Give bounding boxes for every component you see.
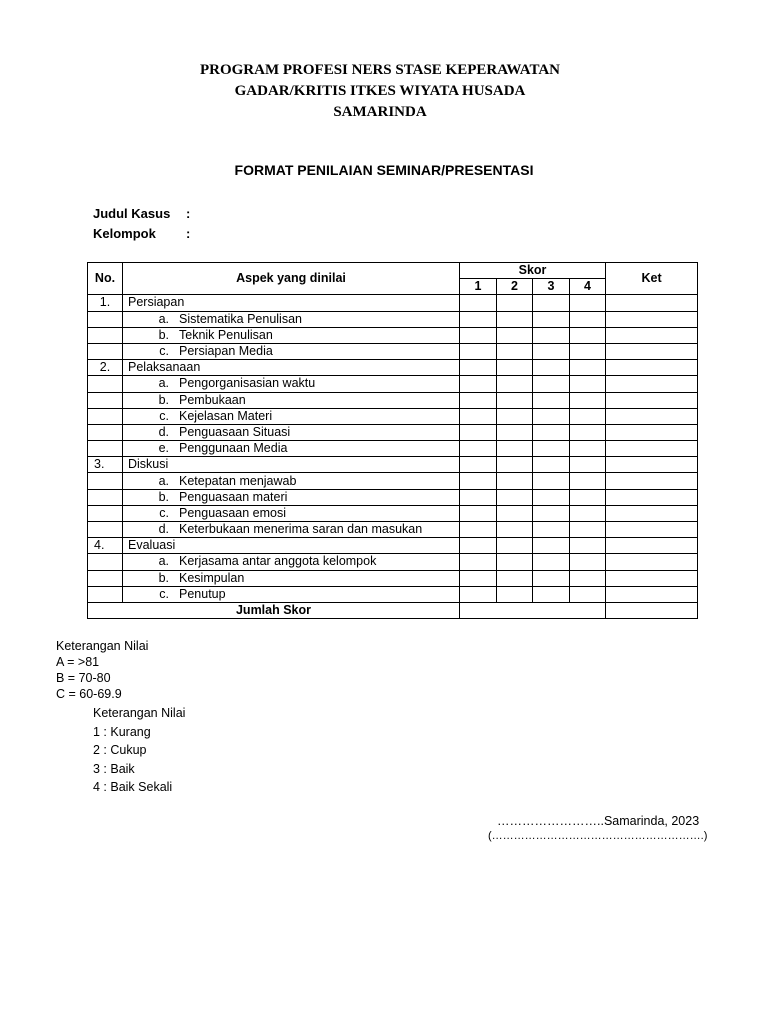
ket-cell[interactable]: [606, 295, 698, 311]
item-row: [88, 392, 698, 408]
item-number-cell: [88, 473, 123, 489]
score-cell-1[interactable]: [460, 522, 497, 538]
score-cell-4[interactable]: [570, 343, 606, 359]
score-cell-3[interactable]: [533, 586, 570, 602]
score-cell-3[interactable]: [533, 424, 570, 440]
legend-nilai-title: Keterangan Nilai: [56, 639, 149, 653]
item-label: Sistematika Penulisan: [179, 311, 302, 326]
score-cell-1[interactable]: [460, 473, 497, 489]
item-letter: b.: [158, 392, 169, 407]
section-label: Persiapan: [123, 295, 460, 311]
item-label: Penguasaan materi: [179, 489, 288, 504]
score-cell-4[interactable]: [570, 570, 606, 586]
item-label: Penguasaan emosi: [179, 505, 287, 520]
score-cell-4[interactable]: [570, 538, 606, 554]
item-letter: c.: [159, 344, 169, 359]
legend-skor: [93, 704, 185, 797]
score-cell-2[interactable]: [497, 376, 533, 392]
section-row: [88, 538, 698, 554]
item-cell: [123, 424, 460, 440]
section-number: 3.: [88, 457, 123, 473]
ket-cell[interactable]: [606, 586, 698, 602]
item-number-cell: [88, 522, 123, 538]
score-cell-2[interactable]: [497, 311, 533, 327]
item-letter: c.: [159, 408, 169, 423]
item-cell: [123, 473, 460, 489]
assessment-table: [87, 262, 698, 619]
item-row: [88, 554, 698, 570]
score-cell-2[interactable]: [497, 522, 533, 538]
score-cell-4[interactable]: [570, 360, 606, 376]
score-cell-3[interactable]: [533, 441, 570, 457]
item-number-cell: [88, 554, 123, 570]
item-row: [88, 343, 698, 359]
score-cell-2[interactable]: [497, 327, 533, 343]
score-cell-1[interactable]: [460, 538, 497, 554]
score-cell-2[interactable]: [497, 343, 533, 359]
item-label: Penguasaan Situasi: [179, 424, 291, 439]
score-cell-4[interactable]: [570, 311, 606, 327]
score-cell-1[interactable]: [460, 457, 497, 473]
judul-kasus-label: Judul Kasus: [93, 206, 171, 221]
section-label: Diskusi: [123, 457, 460, 473]
item-row: [88, 586, 698, 602]
item-cell: [123, 327, 460, 343]
col-header-score-3: 3: [533, 279, 570, 295]
legend-skor-line: 1 : Kurang: [93, 724, 151, 739]
item-label: Penutup: [179, 586, 226, 601]
score-cell-1[interactable]: [460, 295, 497, 311]
ket-cell[interactable]: [606, 343, 698, 359]
item-number-cell: [88, 505, 123, 521]
score-cell-4[interactable]: [570, 586, 606, 602]
score-cell-4[interactable]: [570, 408, 606, 424]
score-cell-3[interactable]: [533, 408, 570, 424]
item-label: Pengorganisasian waktu: [179, 376, 316, 391]
score-cell-2[interactable]: [497, 408, 533, 424]
score-cell-3[interactable]: [533, 343, 570, 359]
item-letter: b.: [158, 570, 169, 585]
legend-skor-line: 4 : Baik Sekali: [93, 780, 173, 794]
item-number-cell: [88, 424, 123, 440]
score-cell-1[interactable]: [460, 408, 497, 424]
score-cell-2[interactable]: [497, 538, 533, 554]
item-cell: [123, 311, 460, 327]
col-header-skor: Skor: [460, 263, 606, 279]
item-cell: [123, 392, 460, 408]
item-cell: [123, 376, 460, 392]
program-title-line2: GADAR/KRITIS ITKES WIYATA HUSADA: [234, 83, 526, 99]
item-label: Penggunaan Media: [179, 441, 288, 456]
kelompok-label: Kelompok: [93, 226, 156, 241]
score-cell-2[interactable]: [497, 473, 533, 489]
ket-cell[interactable]: [606, 327, 698, 343]
score-cell-2[interactable]: [497, 570, 533, 586]
col-header-ket: Ket: [606, 263, 698, 295]
item-letter: a.: [158, 311, 169, 326]
item-row: [88, 441, 698, 457]
score-cell-1[interactable]: [460, 554, 497, 570]
score-cell-4[interactable]: [570, 392, 606, 408]
score-cell-2[interactable]: [497, 586, 533, 602]
legend-nilai-line: A = >81: [56, 655, 100, 669]
item-cell: [123, 408, 460, 424]
item-label: Kejelasan Materi: [179, 408, 273, 423]
legend-skor-line: 2 : Cukup: [93, 743, 147, 757]
program-title-line3: SAMARINDA: [333, 104, 427, 120]
item-letter: a.: [158, 376, 169, 391]
item-label: Ketepatan menjawab: [179, 473, 297, 488]
form-title: FORMAT PENILAIAN SEMINAR/PRESENTASI: [234, 162, 534, 178]
score-cell-2[interactable]: [497, 392, 533, 408]
item-row: [88, 570, 698, 586]
score-cell-2[interactable]: [497, 424, 533, 440]
item-row: [88, 522, 698, 538]
score-cell-1[interactable]: [460, 441, 497, 457]
score-cell-3[interactable]: [533, 505, 570, 521]
item-letter: a.: [158, 473, 169, 488]
kelompok-colon: :: [186, 226, 191, 241]
score-cell-2[interactable]: [497, 489, 533, 505]
kelompok-field: [93, 226, 191, 241]
item-letter: e.: [158, 441, 169, 456]
ket-cell[interactable]: [606, 424, 698, 440]
score-cell-4[interactable]: [570, 327, 606, 343]
item-label: Keterbukaan menerima saran dan masukan: [179, 522, 423, 537]
score-cell-1[interactable]: [460, 570, 497, 586]
col-header-score-1: 1: [460, 279, 497, 295]
item-number-cell: [88, 586, 123, 602]
item-number-cell: [88, 311, 123, 327]
score-cell-4[interactable]: [570, 489, 606, 505]
item-cell: [123, 570, 460, 586]
item-cell: [123, 522, 460, 538]
col-header-score-2: 2: [497, 279, 533, 295]
judul-kasus-field: [93, 206, 191, 221]
ket-cell[interactable]: [606, 311, 698, 327]
item-cell: [123, 586, 460, 602]
score-cell-4[interactable]: [570, 473, 606, 489]
ket-cell[interactable]: [606, 473, 698, 489]
section-row: [88, 457, 698, 473]
score-cell-3[interactable]: [533, 570, 570, 586]
item-number-cell: [88, 376, 123, 392]
item-row: [88, 327, 698, 343]
ket-cell[interactable]: [606, 457, 698, 473]
score-cell-3[interactable]: [533, 457, 570, 473]
item-cell: [123, 554, 460, 570]
legend-nilai-line: B = 70-80: [56, 671, 111, 685]
score-cell-4[interactable]: [570, 424, 606, 440]
legend-nilai: [56, 638, 148, 702]
score-cell-1[interactable]: [460, 586, 497, 602]
score-cell-1[interactable]: [460, 392, 497, 408]
score-cell-1[interactable]: [460, 505, 497, 521]
section-number: 4.: [88, 538, 123, 554]
item-letter: a.: [158, 554, 169, 569]
item-cell: [123, 505, 460, 521]
score-cell-1[interactable]: [460, 424, 497, 440]
signature-name-line: (………………………………………………….): [488, 830, 708, 842]
ket-cell[interactable]: [606, 392, 698, 408]
item-letter: b.: [158, 489, 169, 504]
score-cell-4[interactable]: [570, 295, 606, 311]
item-number-cell: [88, 392, 123, 408]
score-cell-3[interactable]: [533, 538, 570, 554]
score-cell-3[interactable]: [533, 376, 570, 392]
score-cell-3[interactable]: [533, 489, 570, 505]
item-label: Pembukaan: [179, 392, 246, 407]
item-letter: c.: [159, 505, 169, 520]
item-label: Kesimpulan: [179, 570, 245, 585]
item-cell: [123, 343, 460, 359]
judul-kasus-colon: :: [186, 206, 191, 221]
score-cell-2[interactable]: [497, 441, 533, 457]
item-letter: b.: [158, 327, 169, 342]
score-cell-3[interactable]: [533, 295, 570, 311]
item-number-cell: [88, 441, 123, 457]
item-number-cell: [88, 343, 123, 359]
col-header-no: No.: [88, 263, 123, 295]
legend-skor-line: 3 : Baik: [93, 761, 135, 776]
score-cell-3[interactable]: [533, 392, 570, 408]
score-cell-1[interactable]: [460, 376, 497, 392]
ket-cell[interactable]: [606, 489, 698, 505]
item-row: [88, 473, 698, 489]
item-row: [88, 408, 698, 424]
ket-cell[interactable]: [606, 538, 698, 554]
score-cell-3[interactable]: [533, 327, 570, 343]
section-number: 2.: [88, 360, 123, 376]
program-title-line1: PROGRAM PROFESI NERS STASE KEPERAWATAN: [199, 62, 561, 78]
section-label: Evaluasi: [123, 538, 460, 554]
ket-cell[interactable]: [606, 408, 698, 424]
item-number-cell: [88, 327, 123, 343]
col-header-score-4: 4: [570, 279, 606, 295]
item-number-cell: [88, 489, 123, 505]
signature-place-date: ……………………..Samarinda, 2023: [497, 814, 700, 828]
score-cell-1[interactable]: [460, 311, 497, 327]
score-cell-3[interactable]: [533, 360, 570, 376]
item-label: Teknik Penulisan: [179, 327, 273, 342]
item-label: Persiapan Media: [179, 344, 273, 359]
section-row: [88, 360, 698, 376]
ket-cell[interactable]: [606, 522, 698, 538]
col-header-aspek: Aspek yang dinilai: [123, 263, 460, 295]
score-cell-4[interactable]: [570, 441, 606, 457]
legend-nilai-line: C = 60-69.9: [56, 687, 122, 701]
ket-cell[interactable]: [606, 441, 698, 457]
score-cell-3[interactable]: [533, 311, 570, 327]
score-cell-1[interactable]: [460, 327, 497, 343]
item-row: [88, 424, 698, 440]
item-number-cell: [88, 408, 123, 424]
score-cell-3[interactable]: [533, 522, 570, 538]
total-score-cell[interactable]: [460, 602, 606, 618]
score-cell-1[interactable]: [460, 489, 497, 505]
ket-cell[interactable]: [606, 554, 698, 570]
score-cell-2[interactable]: [497, 554, 533, 570]
score-cell-4[interactable]: [570, 554, 606, 570]
score-cell-3[interactable]: [533, 473, 570, 489]
score-cell-4[interactable]: [570, 457, 606, 473]
score-cell-4[interactable]: [570, 505, 606, 521]
ket-cell[interactable]: [606, 505, 698, 521]
section-row: [88, 295, 698, 311]
item-row: [88, 311, 698, 327]
item-cell: [123, 489, 460, 505]
score-cell-4[interactable]: [570, 522, 606, 538]
item-letter: c.: [159, 586, 169, 601]
score-cell-2[interactable]: [497, 360, 533, 376]
ket-cell[interactable]: [606, 570, 698, 586]
item-row: [88, 489, 698, 505]
item-row: [88, 376, 698, 392]
item-label: Kerjasama antar anggota kelompok: [179, 554, 377, 569]
ket-cell[interactable]: [606, 376, 698, 392]
total-label: Jumlah Skor: [88, 602, 460, 618]
score-cell-1[interactable]: [460, 343, 497, 359]
item-letter: d.: [158, 424, 169, 439]
item-letter: d.: [158, 522, 169, 537]
item-row: [88, 505, 698, 521]
score-cell-3[interactable]: [533, 554, 570, 570]
item-cell: [123, 441, 460, 457]
section-number: 1.: [88, 295, 123, 311]
section-label: Pelaksanaan: [123, 360, 460, 376]
ket-cell[interactable]: [606, 360, 698, 376]
legend-skor-title: Keterangan Nilai: [93, 706, 186, 720]
score-cell-1[interactable]: [460, 360, 497, 376]
score-cell-4[interactable]: [570, 376, 606, 392]
total-row: [88, 602, 698, 618]
score-cell-2[interactable]: [497, 295, 533, 311]
item-number-cell: [88, 570, 123, 586]
score-cell-2[interactable]: [497, 457, 533, 473]
score-cell-2[interactable]: [497, 505, 533, 521]
total-ket-cell[interactable]: [606, 602, 698, 618]
